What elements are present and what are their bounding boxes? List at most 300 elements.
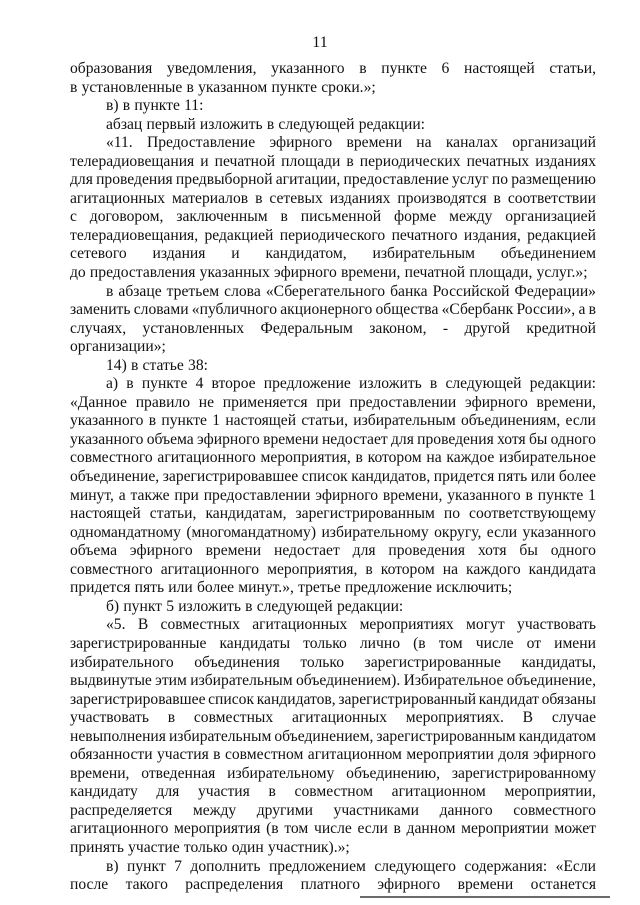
word: агитационного xyxy=(157,449,256,467)
word: изложить xyxy=(199,115,263,133)
word: изданиях xyxy=(329,189,391,207)
word: издания xyxy=(152,245,206,263)
word: печатного xyxy=(391,226,458,244)
word: статье xyxy=(142,356,184,374)
word: услуг xyxy=(451,171,489,189)
word: только xyxy=(300,653,344,671)
word: 4 xyxy=(195,375,204,393)
word: договором, xyxy=(89,208,164,226)
scan-edge-line xyxy=(360,896,610,898)
word: мероприятия xyxy=(174,820,261,838)
word: в xyxy=(70,78,78,96)
word: редакцией xyxy=(527,226,596,244)
page-number: 11 xyxy=(312,34,328,51)
word: агитационных xyxy=(252,616,348,634)
word: кандидатов, xyxy=(256,690,336,708)
word: и xyxy=(200,152,209,170)
word: времени xyxy=(263,430,319,448)
word: в xyxy=(245,597,253,615)
word: настоящей xyxy=(463,60,535,77)
word: хотя xyxy=(497,430,526,448)
word: в xyxy=(355,449,363,467)
word: редакцией xyxy=(204,226,274,244)
word: изданиях xyxy=(535,152,596,170)
text-line xyxy=(70,375,596,394)
word: агитации, xyxy=(275,171,341,189)
text-line xyxy=(70,654,596,673)
word: избирательное xyxy=(498,449,596,467)
word: времени xyxy=(457,876,514,894)
word: между xyxy=(192,801,237,819)
text-line xyxy=(70,134,596,153)
word: также xyxy=(130,486,170,504)
word: «публичного xyxy=(191,301,277,319)
word: недостает xyxy=(274,542,340,560)
word: следующей xyxy=(256,597,333,615)
text-line xyxy=(70,357,596,376)
text-line xyxy=(70,412,596,431)
word: эфирного xyxy=(273,264,337,282)
word: совместном xyxy=(224,746,304,764)
word: агитационных xyxy=(70,189,166,207)
word: избирательным xyxy=(168,727,272,745)
word: совместного xyxy=(513,801,596,819)
word: агитационных xyxy=(291,709,388,727)
word: следующего xyxy=(374,857,456,875)
text-line xyxy=(70,728,596,747)
text-line xyxy=(70,709,596,728)
word: зарегистрированным xyxy=(376,727,516,745)
word: Федерации» xyxy=(514,282,596,300)
word: (многомандатному) xyxy=(186,523,317,541)
word: 1 xyxy=(588,486,596,504)
word: мероприятии xyxy=(406,746,494,764)
text-line xyxy=(70,60,596,79)
word: хотя xyxy=(477,542,507,560)
word: список xyxy=(208,690,255,708)
word: для xyxy=(390,430,414,448)
word: совместном xyxy=(294,783,373,801)
word: установленные xyxy=(81,78,183,96)
word: производятся xyxy=(397,189,487,207)
text-line xyxy=(70,394,596,413)
word: телерадиовещания, xyxy=(70,226,199,244)
text-line xyxy=(70,802,596,821)
text-line xyxy=(70,487,596,506)
word: 14) xyxy=(106,356,127,374)
word: Избирательное xyxy=(403,672,504,690)
word: предоставлении xyxy=(349,393,457,411)
word: «Сберегательного xyxy=(265,282,386,300)
word: пункт xyxy=(127,857,166,875)
word: В xyxy=(137,616,149,634)
word: эфирного xyxy=(533,746,596,764)
word: кандидату xyxy=(70,783,138,801)
word: мероприятиях. xyxy=(405,709,504,727)
word: только xyxy=(303,634,347,652)
word: может xyxy=(554,820,596,838)
word: зарегистрированный xyxy=(338,690,477,708)
word: форме xyxy=(393,208,437,226)
word: общества xyxy=(375,301,439,319)
text-line xyxy=(70,79,596,98)
word: обязаны xyxy=(541,690,596,708)
word: Российской xyxy=(432,282,510,300)
word: эфирного xyxy=(464,393,528,411)
word: невыполнения xyxy=(70,727,166,745)
word: или xyxy=(168,579,193,597)
word: статьи, xyxy=(301,412,348,430)
text-line xyxy=(70,746,596,765)
word: а xyxy=(118,486,126,504)
word: эфирного xyxy=(377,876,441,894)
word: доля xyxy=(498,746,529,764)
word: в xyxy=(122,97,131,115)
word: участниками xyxy=(333,801,420,819)
word: образования xyxy=(70,60,153,77)
word: участие xyxy=(128,838,180,856)
word: второе xyxy=(211,375,256,393)
word: в xyxy=(213,746,221,764)
word: объединением xyxy=(500,245,596,263)
word: могут xyxy=(466,616,505,634)
word: печатной xyxy=(404,264,466,282)
word: каналах xyxy=(445,134,498,152)
word: список xyxy=(301,468,348,486)
word: округу, xyxy=(434,523,482,541)
word: организации»; xyxy=(70,338,166,356)
text-line xyxy=(70,208,596,227)
word: сетевых xyxy=(269,189,323,207)
word: времени xyxy=(346,134,403,152)
word: котором xyxy=(380,560,435,578)
word: если xyxy=(357,820,388,838)
word: эфирного xyxy=(197,430,260,448)
word: 1 xyxy=(212,412,221,430)
word: сетевого xyxy=(70,245,127,263)
word: объема xyxy=(146,430,194,448)
word: после xyxy=(70,876,109,894)
word: соответствии xyxy=(507,189,596,207)
word: кандидатам, xyxy=(205,505,287,523)
word: эфирного xyxy=(269,134,333,152)
word: издания, xyxy=(463,226,521,244)
word: кандидатом xyxy=(518,727,596,745)
word: содержания: xyxy=(464,857,548,875)
word: минут, xyxy=(70,486,114,504)
word: настоящей xyxy=(70,505,141,523)
word: - xyxy=(442,319,449,337)
word: эфирного xyxy=(315,486,379,504)
word: времени, xyxy=(70,764,130,782)
word: времени xyxy=(205,542,262,560)
word: избирательным xyxy=(353,412,456,430)
word: агитационного xyxy=(160,560,260,578)
word: пять xyxy=(134,579,165,597)
word: том xyxy=(284,820,309,838)
word: установленных xyxy=(142,319,245,337)
word: мероприятии, xyxy=(504,783,596,801)
word: на xyxy=(442,560,459,578)
word: обязанности xyxy=(70,746,153,764)
text-line xyxy=(70,635,596,654)
word: письменной xyxy=(300,208,382,226)
word: 38: xyxy=(188,356,208,374)
word: пять xyxy=(497,468,528,486)
word: заключенным xyxy=(176,208,268,226)
word: более xyxy=(196,579,235,597)
word: на xyxy=(416,134,432,152)
text-line xyxy=(70,468,596,487)
word: указанных xyxy=(199,264,270,282)
word: 11: xyxy=(184,97,204,115)
word: пункте xyxy=(141,375,188,393)
word: третье xyxy=(298,579,341,597)
word: принять xyxy=(70,838,124,856)
text-line xyxy=(70,431,596,450)
word: для xyxy=(352,542,376,560)
word: случаях, xyxy=(70,319,127,337)
word: отведенная xyxy=(141,764,216,782)
word: в xyxy=(359,60,367,77)
word: участвовать xyxy=(517,616,596,634)
word: в xyxy=(365,560,373,578)
word: площади, xyxy=(469,264,533,282)
word: пункте xyxy=(537,486,584,504)
text-line xyxy=(70,190,596,209)
word: участия xyxy=(156,746,209,764)
word: материалов xyxy=(171,189,249,207)
text-line xyxy=(70,245,596,264)
word: в xyxy=(130,356,139,374)
word: 7 xyxy=(174,857,182,875)
word: кандидатом, xyxy=(265,245,347,263)
word: котором xyxy=(367,449,422,467)
word: проведения xyxy=(96,171,173,189)
word: предоставления xyxy=(89,264,196,282)
text-line xyxy=(70,449,596,468)
word: правило xyxy=(135,393,191,411)
word: в) xyxy=(106,857,119,875)
word: избирательного xyxy=(70,653,174,671)
word: «Данное xyxy=(70,393,127,411)
word: платного xyxy=(300,876,361,894)
word: времени, xyxy=(382,486,443,504)
text-line xyxy=(70,561,596,580)
word: телерадиовещания xyxy=(70,152,195,170)
word: абзац xyxy=(106,115,143,133)
word: придется xyxy=(433,468,495,486)
word: указанного xyxy=(271,60,345,77)
word: совместных xyxy=(160,616,240,634)
word: при xyxy=(174,486,199,504)
word: предоставление xyxy=(343,171,449,189)
word: не xyxy=(198,393,215,411)
word: совместных xyxy=(193,709,274,727)
word: редакции: xyxy=(336,597,404,615)
word: статьи, xyxy=(549,60,596,77)
word: кредитной xyxy=(526,319,596,337)
word: числе xyxy=(475,634,514,652)
word: если xyxy=(565,412,596,430)
word: такого xyxy=(125,876,168,894)
word: России», xyxy=(516,301,576,319)
word: если xyxy=(486,523,518,541)
word: предвыборной xyxy=(175,171,273,189)
text-line xyxy=(70,616,596,635)
word: для xyxy=(156,783,180,801)
word: следующей xyxy=(278,115,355,133)
word: случае xyxy=(551,709,596,727)
word: объема xyxy=(70,542,118,560)
word: другими xyxy=(256,801,313,819)
word: указанном xyxy=(198,78,268,96)
word: на xyxy=(426,449,442,467)
text-line xyxy=(70,579,596,598)
word: «Если xyxy=(555,857,596,875)
word: распределения xyxy=(185,876,284,894)
word: пункт xyxy=(123,597,163,615)
word: совместного xyxy=(70,449,153,467)
word: данного xyxy=(439,801,493,819)
word: третьем xyxy=(166,282,220,300)
word: кандидаты, xyxy=(521,653,596,671)
word: один xyxy=(231,838,264,856)
text-line xyxy=(70,765,596,784)
text-line xyxy=(70,171,596,190)
word: выдвинутые xyxy=(70,672,152,690)
word: «5. xyxy=(106,616,126,634)
word: избирательным xyxy=(190,672,293,690)
word: изложить xyxy=(178,597,241,615)
word: указанного xyxy=(522,523,596,541)
word: в xyxy=(346,152,354,170)
word: 5 xyxy=(166,597,174,615)
text-line xyxy=(70,598,596,617)
word: в xyxy=(266,115,275,133)
word: периодического xyxy=(279,226,386,244)
word: предложением xyxy=(268,857,366,875)
word: мероприятия, xyxy=(267,560,358,578)
word: в) xyxy=(106,97,119,115)
word: между xyxy=(449,208,493,226)
word: абзаце xyxy=(118,282,162,300)
word: акционерного xyxy=(280,301,373,319)
word: изложить xyxy=(359,375,422,393)
document-body xyxy=(70,60,596,895)
word: данном xyxy=(406,820,456,838)
word: в xyxy=(393,820,401,838)
word: объединения xyxy=(194,653,280,671)
word: только xyxy=(183,838,228,856)
word: избирательному xyxy=(227,764,335,782)
word: первый xyxy=(146,115,196,133)
text-line xyxy=(70,338,596,357)
word: агитационного xyxy=(70,820,169,838)
word: бы xyxy=(528,430,548,448)
word: 6 xyxy=(441,60,450,77)
word: участия xyxy=(197,783,250,801)
word: в xyxy=(167,709,176,727)
word: пункте xyxy=(134,97,180,115)
word: следующей xyxy=(445,375,522,393)
text-line xyxy=(70,691,596,710)
word: (в xyxy=(266,820,279,838)
word: более xyxy=(558,468,596,486)
text-line xyxy=(70,858,596,877)
text-line xyxy=(70,524,596,543)
word: агитационном xyxy=(391,783,486,801)
word: агитационном xyxy=(307,746,402,764)
text-line xyxy=(70,876,596,895)
word: слова xyxy=(224,282,261,300)
word: мероприятиях xyxy=(359,616,454,634)
word: зарегистрированные xyxy=(364,653,501,671)
text-line xyxy=(70,264,596,283)
word: площади xyxy=(281,152,341,170)
word: в xyxy=(255,189,263,207)
word: объединение, xyxy=(70,468,160,486)
word: от xyxy=(526,634,542,652)
word: кандидата xyxy=(528,560,596,578)
word: мероприятии xyxy=(461,820,549,838)
word: каждого xyxy=(466,560,521,578)
text-line xyxy=(70,320,596,339)
word: «11. xyxy=(106,134,133,152)
word: в xyxy=(268,783,276,801)
text-line xyxy=(70,783,596,802)
word: законом, xyxy=(369,319,427,337)
word: применяется xyxy=(222,393,308,411)
word: кандидаты xyxy=(219,634,291,652)
word: по xyxy=(443,505,461,523)
word: словами xyxy=(133,301,189,319)
text-line xyxy=(70,283,596,302)
word: указанного xyxy=(447,486,521,504)
word: печатных xyxy=(466,152,530,170)
word: в xyxy=(106,282,114,300)
word: Федеральным xyxy=(260,319,353,337)
word: недостает xyxy=(321,430,388,448)
word: печатной xyxy=(214,152,276,170)
word: объединениям, xyxy=(460,412,561,430)
word: с xyxy=(70,208,77,226)
word: указанного xyxy=(70,412,144,430)
word: одного xyxy=(550,542,596,560)
word: избирательному xyxy=(321,523,429,541)
word: редакции: xyxy=(529,375,596,393)
word: организаций xyxy=(512,134,596,152)
word: периодических xyxy=(359,152,461,170)
word: другой xyxy=(464,319,510,337)
word: в xyxy=(280,208,288,226)
word: придется xyxy=(70,579,131,597)
word: кандидат xyxy=(478,690,539,708)
word: редакции: xyxy=(358,115,425,133)
text-line xyxy=(70,153,596,172)
word: в xyxy=(186,78,194,96)
word: зарегистрировавшее xyxy=(70,690,206,708)
word: кандидатов, xyxy=(351,468,431,486)
word: пункте xyxy=(381,60,427,77)
word: участвовать xyxy=(70,709,149,727)
word: Предоставление xyxy=(146,134,256,152)
word: в xyxy=(429,375,438,393)
word: объединением, xyxy=(274,727,374,745)
word: указанного xyxy=(70,430,144,448)
word: при xyxy=(316,393,341,411)
word: до xyxy=(70,264,86,282)
